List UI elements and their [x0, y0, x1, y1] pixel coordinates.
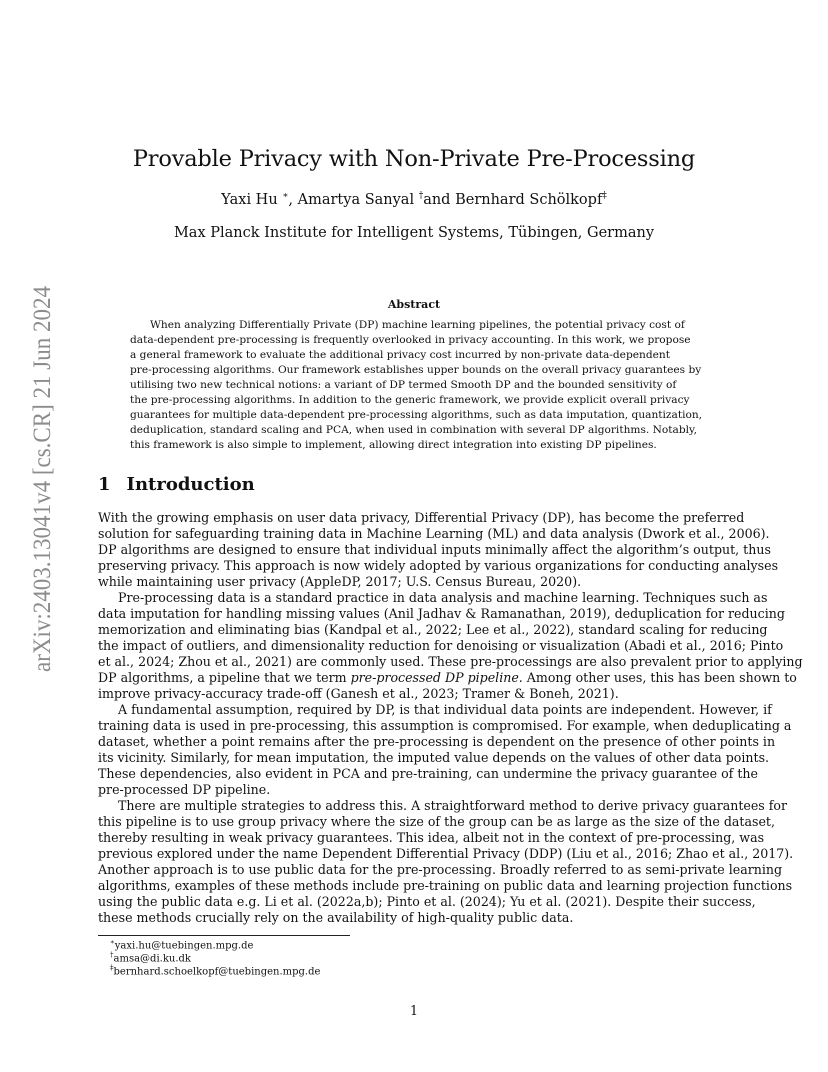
body-line: its vicinity. Similarly, for mean imputation, the imputed value depends on the values of other data points. — [98, 750, 770, 765]
body-line: These dependencies, also evident in PCA and pre-training, can undermine the privacy guarantee of the — [98, 766, 758, 781]
footnote-mark: ‡ — [602, 191, 607, 201]
footnote — [110, 964, 320, 977]
abstract-line: pre-processing algorithms. Our framework establishes upper bounds on the overall privacy guarantees by — [130, 364, 702, 376]
body-text: DP algorithms, a pipeline that we term — [98, 670, 351, 685]
abstract-line: the pre-processing algorithms. In addition to the generic framework, we provide explicit overall privacy — [130, 394, 690, 406]
body-line: improve privacy-accuracy trade-off (Ganesh et al., 2023; Tramer & Boneh, 2021). — [98, 686, 619, 701]
body-line: algorithms, examples of these methods include pre-training on public data and learning projection functions — [98, 878, 793, 893]
body-line: the impact of outliers, and dimensionality reduction for denoising or visualization (Abadi et al., 2016; Pinto — [98, 638, 784, 653]
emphasized-term: pre-processed DP pipeline — [350, 670, 519, 685]
body-line: DP algorithms are designed to ensure that individual inputs minimally affect the algorithm’s output, thus — [98, 542, 771, 557]
abstract-line: this framework is also simple to implement, allowing direct integration into existing DP pipelines. — [130, 439, 657, 451]
body-line: this pipeline is to use group privacy where the size of the group can be as large as the size of the dataset, — [98, 814, 775, 829]
author-name: and Bernhard Schölkopf — [423, 191, 603, 208]
body-line: pre-processed DP pipeline. — [98, 782, 271, 797]
body-line: With the growing emphasis on user data privacy, Differential Privacy (DP), has become the preferred — [98, 510, 745, 525]
body-line: Another approach is to use public data for the pre-processing. Broadly referred to as semi-private learning — [98, 862, 783, 877]
body-line: previous explored under the name Dependent Differential Privacy (DDP) (Liu et al., 2016; Zhao et al., 2017). — [98, 846, 794, 861]
arxiv-identifier-text: arXiv:2403.13041v4 [cs.CR] 21 Jun 2024 — [27, 244, 56, 672]
footnote-mark: ∗ — [282, 191, 289, 201]
section-heading — [98, 474, 255, 495]
body-line: training data is used in pre-processing, this assumption is compromised. For example, when deduplicating a — [98, 718, 792, 733]
body-line — [98, 670, 797, 686]
body-line: data imputation for handling missing values (Anil Jadhav & Ramanathan, 2019), deduplication for reducing — [98, 606, 785, 621]
paper-title: Provable Privacy with Non-Private Pre-Processing — [132, 146, 696, 172]
footnote — [110, 938, 253, 951]
body-line: et al., 2024; Zhou et al., 2021) are commonly used. These pre-processings are also prevalent prior to applying — [98, 654, 803, 669]
section-number: 1 — [98, 474, 111, 495]
author-name: , Amartya Sanyal — [288, 191, 419, 208]
body-line: Pre-processing data is a standard practice in data analysis and machine learning. Techniques such as — [118, 590, 768, 605]
body-line: A fundamental assumption, required by DP, is that individual data points are independent. However, if — [118, 702, 772, 717]
body-line: There are multiple strategies to address this. A straightforward method to derive privacy guarantees for — [118, 798, 788, 813]
abstract-line: When analyzing Differentially Private (DP) machine learning pipelines, the potential privacy cost of — [150, 319, 685, 331]
author-list — [0, 191, 828, 208]
footnote-mark: ‡ — [110, 964, 114, 972]
footnote-mark: † — [110, 951, 114, 959]
body-line: while maintaining user privacy (AppleDP, 2017; U.S. Census Bureau, 2020). — [98, 574, 582, 589]
abstract-heading: Abstract — [387, 298, 441, 311]
footnote-mark: † — [418, 191, 424, 201]
footnote — [110, 951, 191, 964]
author-name: Yaxi Hu — [221, 191, 283, 208]
body-line: thereby resulting in weak privacy guarantees. This idea, albeit not in the context of pre-processing, was — [98, 830, 765, 845]
abstract-line: deduplication, standard scaling and PCA, when used in combination with several DP algorithms. Notably, — [130, 424, 697, 436]
section-title: Introduction — [126, 474, 255, 495]
abstract-line: data-dependent pre-processing is frequently overlooked in privacy accounting. In this work, we propose — [130, 334, 691, 346]
abstract-line: guarantees for multiple data-dependent pre-processing algorithms, such as data imputation, quantization, — [130, 409, 703, 421]
footnote-rule — [98, 935, 350, 936]
abstract-line: a general framework to evaluate the additional privacy cost incurred by non-private data-dependent — [130, 349, 670, 361]
footnote-email: amsa@di.ku.dk — [113, 953, 191, 965]
body-line: preserving privacy. This approach is now widely adopted by various organizations for conducting analyses — [98, 558, 779, 573]
footnote-email: yaxi.hu@tuebingen.mpg.de — [114, 940, 254, 952]
affiliation: Max Planck Institute for Intelligent Systems, Tübingen, Germany — [173, 225, 655, 241]
body-line: dataset, whether a point remains after the pre-processing is dependent on the presence of other points in — [98, 734, 776, 749]
page-number: 1 — [409, 1003, 418, 1018]
body-text: . Among other uses, this has been shown to — [518, 670, 797, 685]
body-line: memorization and eliminating bias (Kandpal et al., 2022; Lee et al., 2022), standard scaling for reducing — [98, 622, 768, 637]
footnote-mark: ∗ — [110, 938, 115, 946]
body-line: using the public data e.g. Li et al. (2022a,b); Pinto et al. (2024); Yu et al. (2021). Despite their success, — [98, 894, 756, 909]
abstract-line: utilising two new technical notions: a variant of DP termed Smooth DP and the bounded sensitivity of — [130, 379, 677, 391]
footnote-email: bernhard.schoelkopf@tuebingen.mpg.de — [113, 966, 321, 978]
body-line: solution for safeguarding training data in Machine Learning (ML) and data analysis (Dwork et al., 2006). — [98, 526, 770, 541]
body-line: these methods crucially rely on the availability of high-quality public data. — [98, 910, 574, 925]
